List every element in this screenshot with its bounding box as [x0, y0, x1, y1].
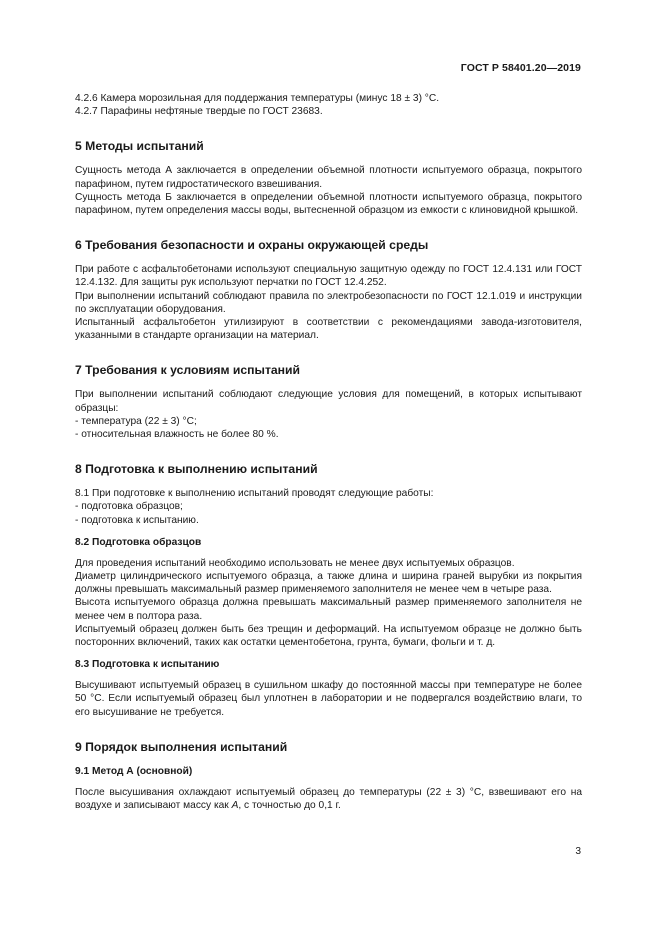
section-6-para-1: При работе с асфальтобетонами используют специальную защитную одежду по ГОСТ 12.4.131 или ГОСТ 12.4.132. Для защиты рук используют перчатки по ГОСТ 12.4.252. — [75, 264, 582, 289]
subsection-8-2-para-2: Диаметр цилиндрического испытуемого образца, а также длина и ширина граней вырубки из покрытия должны превышать максимальный размер применяемого заполнителя не менее чем в четыре раза. — [75, 571, 582, 596]
document-code: ГОСТ Р 58401.20—2019 — [460, 62, 581, 74]
list-item: - температура (22 ± 3) °С; — [75, 415, 197, 427]
clause-4-2-7: 4.2.7 Парафины нефтяные твердые по ГОСТ 23683. — [75, 106, 323, 118]
text-run: , с точностью до 0,1 г. — [238, 800, 341, 812]
section-7-para-1: При выполнении испытаний соблюдают следующие условия для помещений, в которых испытывают образцы: — [75, 389, 582, 414]
section-6-para-3: Испытанный асфальтобетон утилизируют в соответствии с рекомендациями завода-изготовителя, указанными в стандарте организации на материал. — [75, 317, 582, 342]
section-9-title: 9 Порядок выполнения испытаний — [75, 739, 288, 754]
subsection-9-1-title: 9.1 Метод А (основной) — [75, 765, 193, 777]
document-body — [75, 92, 582, 812]
variable-a: А — [231, 800, 239, 812]
section-5-para-1: Сущность метода А заключается в определении объемной плотности испытуемого образца, покрытого парафином, путем гидростатического взвешивания. — [75, 165, 582, 190]
subsection-8-2-para-3: Высота испытуемого образца должна превышать максимальный размер применяемого заполнителя не менее чем в полтора раза. — [75, 597, 582, 622]
section-8-title: 8 Подготовка к выполнению испытаний — [75, 462, 318, 477]
section-6-para-2: При выполнении испытаний соблюдают правила по электробезопасности по ГОСТ 12.1.019 и инструкции по эксплуатации оборудования. — [75, 290, 582, 315]
section-7-title: 7 Требования к условиям испытаний — [75, 363, 301, 378]
clause-4-2-6: 4.2.6 Камера морозильная для поддержания температуры (минус 18 ± 3) °С. — [75, 93, 440, 104]
subsection-8-2-para-1: Для проведения испытаний необходимо использовать не менее двух испытуемых образцов. — [75, 557, 515, 569]
section-6-title: 6 Требования безопасности и охраны окружающей среды — [75, 238, 429, 253]
subsection-8-3-title: 8.3 Подготовка к испытанию — [75, 659, 220, 671]
clause-8-1: 8.1 При подготовке к выполнению испытаний проводят следующие работы: — [75, 488, 434, 500]
section-5-para-2: Сущность метода Б заключается в определении объемной плотности испытуемого образца, покрытого парафином, путем определения массы воды, вытесненной образцом из емкости с клиновидной крышкой. — [75, 191, 582, 217]
list-item: - относительная влажность не более 80 %. — [75, 429, 279, 441]
subsection-8-2-title: 8.2 Подготовка образцов — [75, 536, 202, 548]
subsection-8-3-para-1: Высушивают испытуемый образец в сушильном шкафу до постоянной массы при температуре не более 50 °С. Если испытуемый образец был уплотнен в лаборатории и не подвергался воздействию влаги, то его высушивание не требуется. — [75, 680, 582, 718]
list-item: - подготовка образцов; — [75, 501, 183, 513]
list-item: - подготовка к испытанию. — [75, 514, 199, 526]
text-run: После высушивания охлаждают испытуемый образец до температуры (22 ± 3) °С, взвешивают его на воздухе и записывают массу как — [75, 786, 582, 812]
section-5-title: 5 Методы испытаний — [75, 139, 204, 154]
subsection-9-1-para-1 — [75, 786, 582, 812]
page-number: 3 — [575, 846, 581, 857]
subsection-8-2-para-4: Испытуемый образец должен быть без трещин и деформаций. На испытуемом образце не должно быть посторонних включений, таких как остатки цементобетона, грунта, бумаги, фольги и т. д. — [75, 623, 582, 649]
